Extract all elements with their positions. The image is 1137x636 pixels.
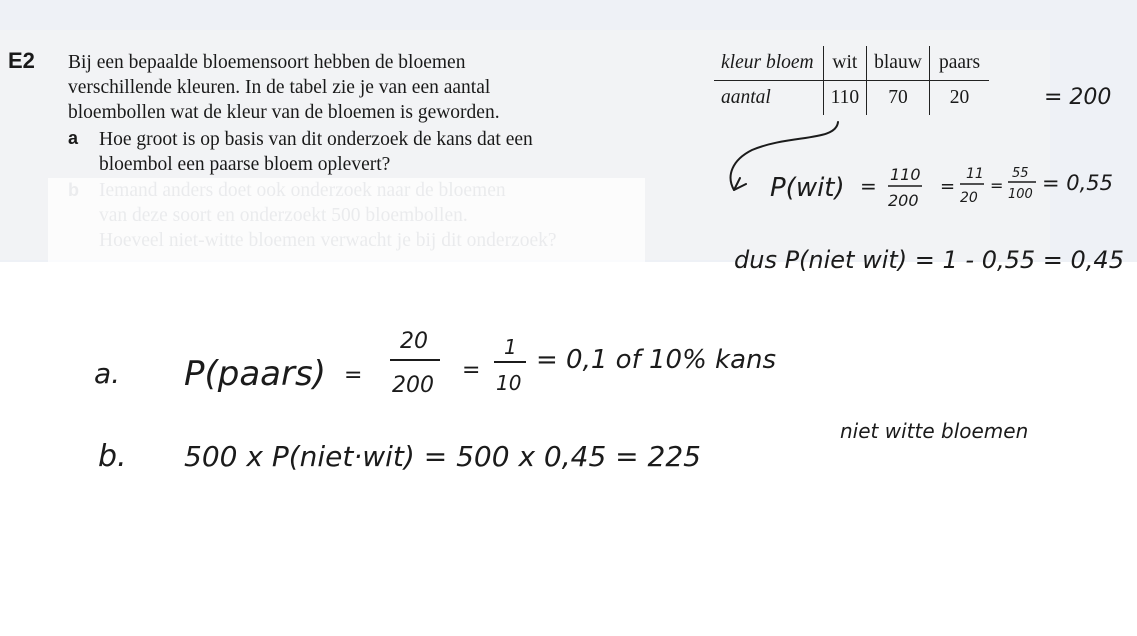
hw-answer-b-note: niet witte bloemen xyxy=(840,419,1029,443)
hw-frac-den: 10 xyxy=(496,371,522,395)
hw-answer-b-label: b. xyxy=(98,439,127,474)
question-a-letter: a xyxy=(68,128,79,148)
hw-p-niet-wit: dus P(niet wit) = 1 - 0,55 = 0,45 xyxy=(734,246,1124,274)
hw-frac-den: 200 xyxy=(888,191,919,210)
table-header-cell: paars xyxy=(929,46,989,81)
hw-eq: = xyxy=(860,174,877,198)
table-cell: 110 xyxy=(823,81,867,116)
hw-frac-num: 11 xyxy=(966,166,984,182)
hw-eq: = xyxy=(990,176,1004,195)
question-a-text: Hoe groot is op basis van dit onderzoek de kans dat een bloembol een paarse bloem oplevert? xyxy=(99,129,533,175)
table-cell: 70 xyxy=(867,81,930,116)
hw-eq: = xyxy=(462,358,481,383)
table-cell: 20 xyxy=(949,87,970,108)
hw-p-wit-label: P(wit) xyxy=(770,173,845,203)
table-header-cell: blauw xyxy=(867,46,930,81)
hw-frac-den: 100 xyxy=(1008,187,1033,202)
table-header-cell: kleur bloem xyxy=(714,46,823,81)
exercise-number: E2 xyxy=(8,48,35,73)
hw-frac-num: 20 xyxy=(400,329,428,354)
table-cell: aantal xyxy=(714,81,823,116)
hw-frac-den: 200 xyxy=(392,373,434,398)
hw-eq: = xyxy=(940,176,956,197)
exercise-intro: Bij een bepaalde bloemensoort hebben de bloemen verschillende kleuren. In de tabel zie je van een aantal bloembollen wat de kleur van de bloemen is geworden. xyxy=(68,52,500,123)
hw-frac-num: 55 xyxy=(1012,166,1029,181)
hw-answer-a-label: a. xyxy=(94,357,121,390)
table-header-cell: wit xyxy=(823,46,867,81)
hw-frac-num: 1 xyxy=(504,335,517,359)
hw-answer-b-expr: 500 x P(niet·wit) = 500 x 0,45 = 225 xyxy=(184,440,701,473)
hw-p-paars: P(paars) xyxy=(184,354,326,394)
hw-total: = 200 xyxy=(1044,85,1112,110)
hw-answer-a-result: = 0,1 of 10% kans xyxy=(536,345,777,375)
hw-frac-num: 110 xyxy=(890,165,921,184)
hw-p-wit-result: = 0,55 xyxy=(1042,171,1114,195)
hw-eq: = xyxy=(344,363,363,388)
hw-frac-den: 20 xyxy=(960,190,978,206)
